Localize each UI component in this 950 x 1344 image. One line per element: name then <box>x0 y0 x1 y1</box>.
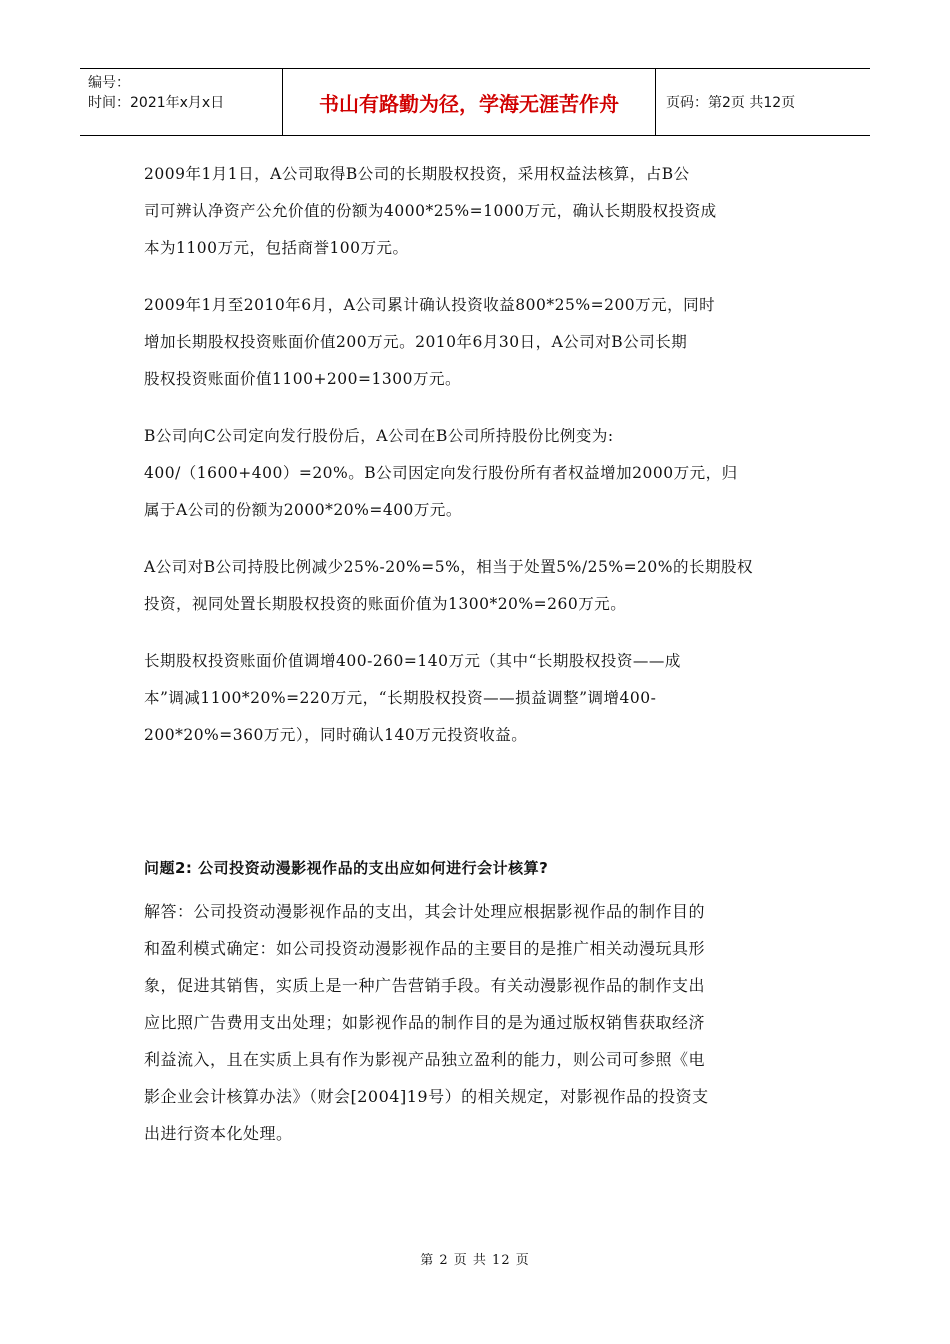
header-motto: 书山有路勤为径，学海无涯苦作舟 <box>282 69 656 135</box>
text-line: 投资，视同处置长期股权投资的账面价值为1300*20%=260万元。 <box>144 595 627 613</box>
text-line: 本为1100万元，包括商誉100万元。 <box>144 239 409 257</box>
text-line: 出进行资本化处理。 <box>144 1124 293 1143</box>
document-number-label: 编号： <box>88 75 130 91</box>
text-line: 2009年1月1日，A公司取得B公司的长期股权投资，采用权益法核算，占B公 <box>144 165 690 183</box>
document-body <box>144 156 810 1172</box>
text-line: 司可辨认净资产公允价值的份额为4000*25%=1000万元，确认长期股权投资成 <box>144 202 717 220</box>
text-line: 长期股权投资账面价值调增400-260=140万元（其中“长期股权投资——成 <box>144 652 681 670</box>
header-page-code: 页码：第2页 共12页 <box>666 95 796 111</box>
text-line: 200*20%=360万元），同时确认140万元投资收益。 <box>144 726 528 744</box>
text-line: 和盈利模式确定：如公司投资动漫影视作品的主要目的是推广相关动漫玩具形 <box>144 939 706 958</box>
text-line: 属于A公司的份额为2000*20%=400万元。 <box>144 501 462 519</box>
answer-paragraph <box>144 893 810 1152</box>
question-heading: 问题2: 公司投资动漫影视作品的支出应如何进行会计核算? <box>144 859 549 877</box>
text-line: 2009年1月至2010年6月，A公司累计确认投资收益800*25%=200万元，同时 <box>144 296 716 314</box>
paragraph <box>144 156 810 267</box>
page-footer: 第 2 页 共 12 页 <box>420 1253 530 1268</box>
text-line: 应比照广告费用支出处理；如影视作品的制作目的是为通过版权销售获取经济 <box>144 1013 706 1032</box>
paragraph <box>144 643 810 754</box>
page-header <box>80 68 870 136</box>
text-line: 影企业会计核算办法》（财会[2004]19号）的相关规定，对影视作品的投资支 <box>144 1087 709 1106</box>
text-line: 解答：公司投资动漫影视作品的支出，其会计处理应根据影视作品的制作目的 <box>144 902 706 921</box>
paragraph <box>144 287 810 398</box>
text-line: B公司向C公司定向发行股份后，A公司在B公司所持股份比例变为: <box>144 427 614 445</box>
text-line: 股权投资账面价值1100+200=1300万元。 <box>144 370 461 388</box>
text-line: 本”调减1100*20%=220万元，“长期股权投资——损益调整”调增400- <box>144 689 657 707</box>
document-time-label: 时间：2021年x月x日 <box>88 95 225 111</box>
text-line: 象，促进其销售，实质上是一种广告营销手段。有关动漫影视作品的制作支出 <box>144 976 706 995</box>
text-line: 400/（1600+400）=20%。B公司因定向发行股份所有者权益增加2000万元，归 <box>144 464 738 482</box>
text-line: A公司对B公司持股比例减少25%-20%=5%，相当于处置5%/25%=20%的长期股权 <box>144 558 754 576</box>
text-line: 增加长期股权投资账面价值200万元。2010年6月30日，A公司对B公司长期 <box>144 333 688 351</box>
paragraph <box>144 418 810 529</box>
text-line: 利益流入，且在实质上具有作为影视产品独立盈利的能力，则公司可参照《电 <box>144 1050 706 1069</box>
header-meta <box>80 69 282 135</box>
paragraph <box>144 549 810 623</box>
